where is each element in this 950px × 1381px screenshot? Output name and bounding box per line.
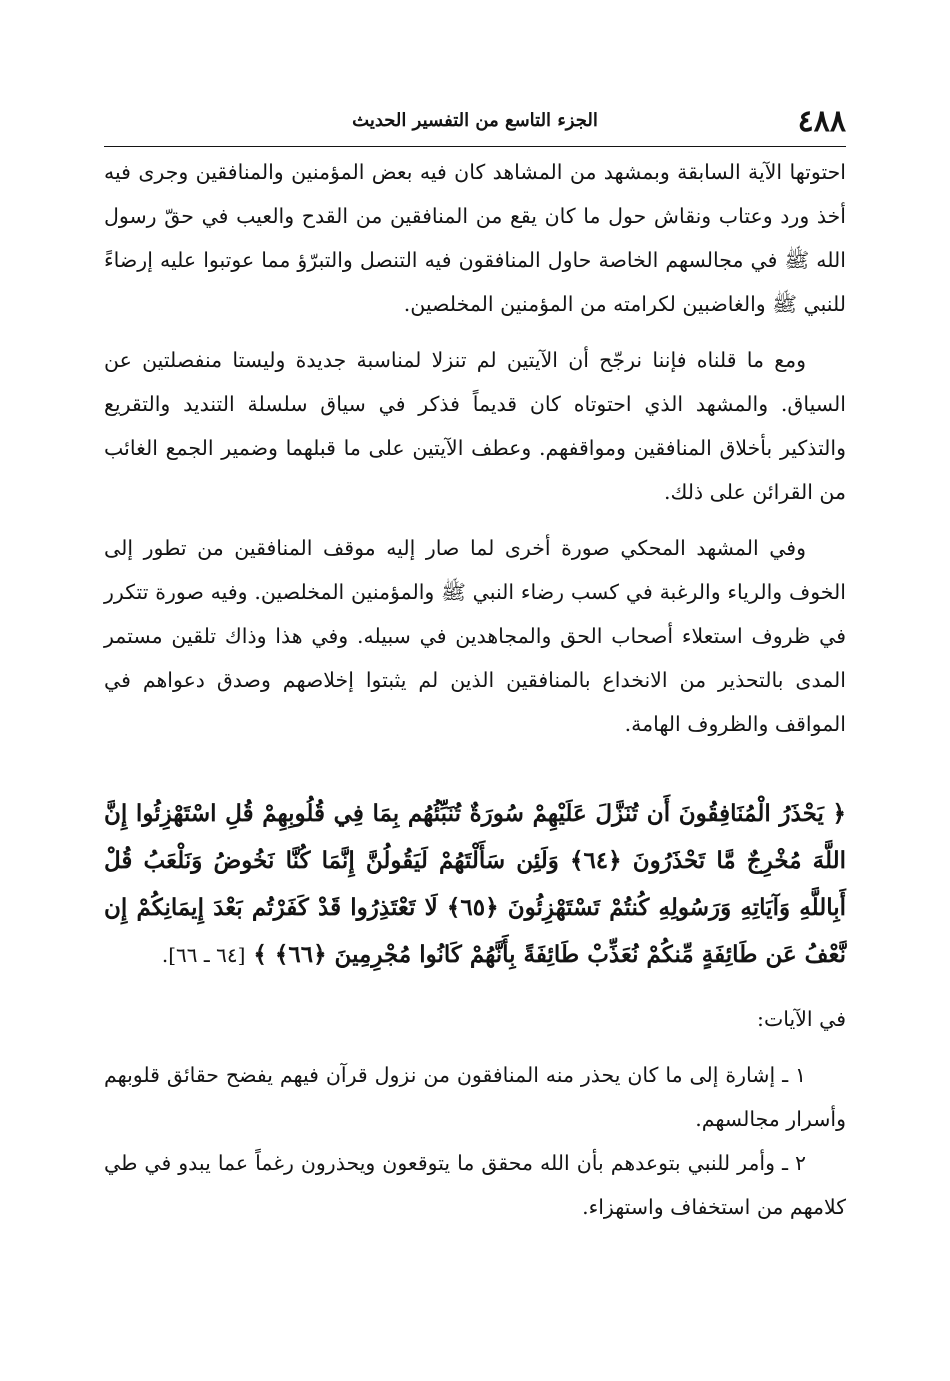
list-item-1: ١ ـ إشارة إلى ما كان يحذر منه المنافقون من نزول قرآن فيهم يفضح حقائق قلوبهم وأسرار مجالسهم. [104, 1063, 846, 1131]
header-rule [104, 146, 846, 147]
quran-verse-block [104, 790, 846, 979]
paragraph-3: وفي المشهد المحكي صورة أخرى لما صار إليه موقف المنافقين من تطور إلى الخوف والرياء والرغبة في كسب رضاء النبي ﷺ والمؤمنين المخلصين. وفيه صورة تتكرر في ظروف استعلاء أصحاب الحق والمجاهدين في سبيله. وفي هذا وذاك تلقين مستمر المدى بالتحذير من الانخداع بالمنافقين الذين لم يثبتوا إخلاصهم وصدق دعواهم في المواقف والظروف الهامة. [104, 536, 846, 736]
spacer [104, 979, 846, 997]
spacer [104, 1041, 846, 1053]
page-header [104, 100, 846, 146]
spacer [104, 746, 846, 790]
verse-reference: [٦٤ ـ ٦٦]. [161, 943, 246, 967]
page-number: ٤٨٨ [797, 104, 846, 139]
running-title: الجزء التاسع من التفسير الحديث [352, 110, 598, 131]
page-body [104, 150, 846, 1229]
spacer [104, 514, 846, 526]
quran-verse-text: ﴿ يَحْذَرُ الْمُنَافِقُونَ أَن تُنَزَّلَ عَلَيْهِمْ سُورَةٌ تُنَبِّئُهُم بِمَا فِي قُلُوبِهِمْ قُلِ اسْتَهْزِئُوا إِنَّ اللَّهَ مُخْرِجٌ مَّا تَحْذَرُونَ ﴿٦٤﴾ وَلَئِن سَأَلْتَهُمْ لَيَقُولُنَّ إِنَّمَا كُنَّا نَخُوضُ وَنَلْعَبُ قُلْ أَبِاللَّهِ وَآيَاتِهِ وَرَسُولِهِ كُنتُمْ تَسْتَهْزِئُونَ ﴿٦٥﴾ لَا تَعْتَذِرُوا قَدْ كَفَرْتُم بَعْدَ إِيمَانِكُمْ إِن نَّعْفُ عَن طَائِفَةٍ مِّنكُمْ نُعَذِّبْ طَائِفَةً بِأَنَّهُمْ كَانُوا مُجْرِمِينَ ﴿٦٦﴾ ﴾ [104, 800, 846, 968]
section-heading: في الآيات: [757, 1007, 846, 1031]
spacer [104, 326, 846, 338]
paragraph-1: احتوتها الآية السابقة وبمشهد من المشاهد كان فيه بعض المؤمنين والمنافقين وجرى فيه أخذ ورد وعتاب ونقاش حول ما كان يقع من المنافقين من القدح والعيب في حقّ رسول الله ﷺ في مجالسهم الخاصة حاول المنافقون فيه التنصل والتبرّؤ مما عوتبوا عليه إرضاءً للنبي ﷺ والغاضبين لكرامته من المؤمنين المخلصين. [104, 160, 846, 316]
list-item-2: ٢ ـ وأمر للنبي بتوعدهم بأن الله محقق ما يتوقعون ويحذرون رغماً عما يبدو في طي كلامهم من استخفاف واستهزاء. [104, 1151, 846, 1219]
paragraph-2: ومع ما قلناه فإننا نرجّح أن الآيتين لم تنزلا لمناسبة جديدة وليستا منفصلتين عن السياق. والمشهد الذي احتوتاه كان قديماً فذكر في سياق سلسلة التنديد والتقريع والتذكير بأخلاق المنافقين ومواقفهم. وعطف الآيتين على ما قبلهما وضمير الجمع الغائب من القرائن على ذلك. [104, 348, 846, 504]
